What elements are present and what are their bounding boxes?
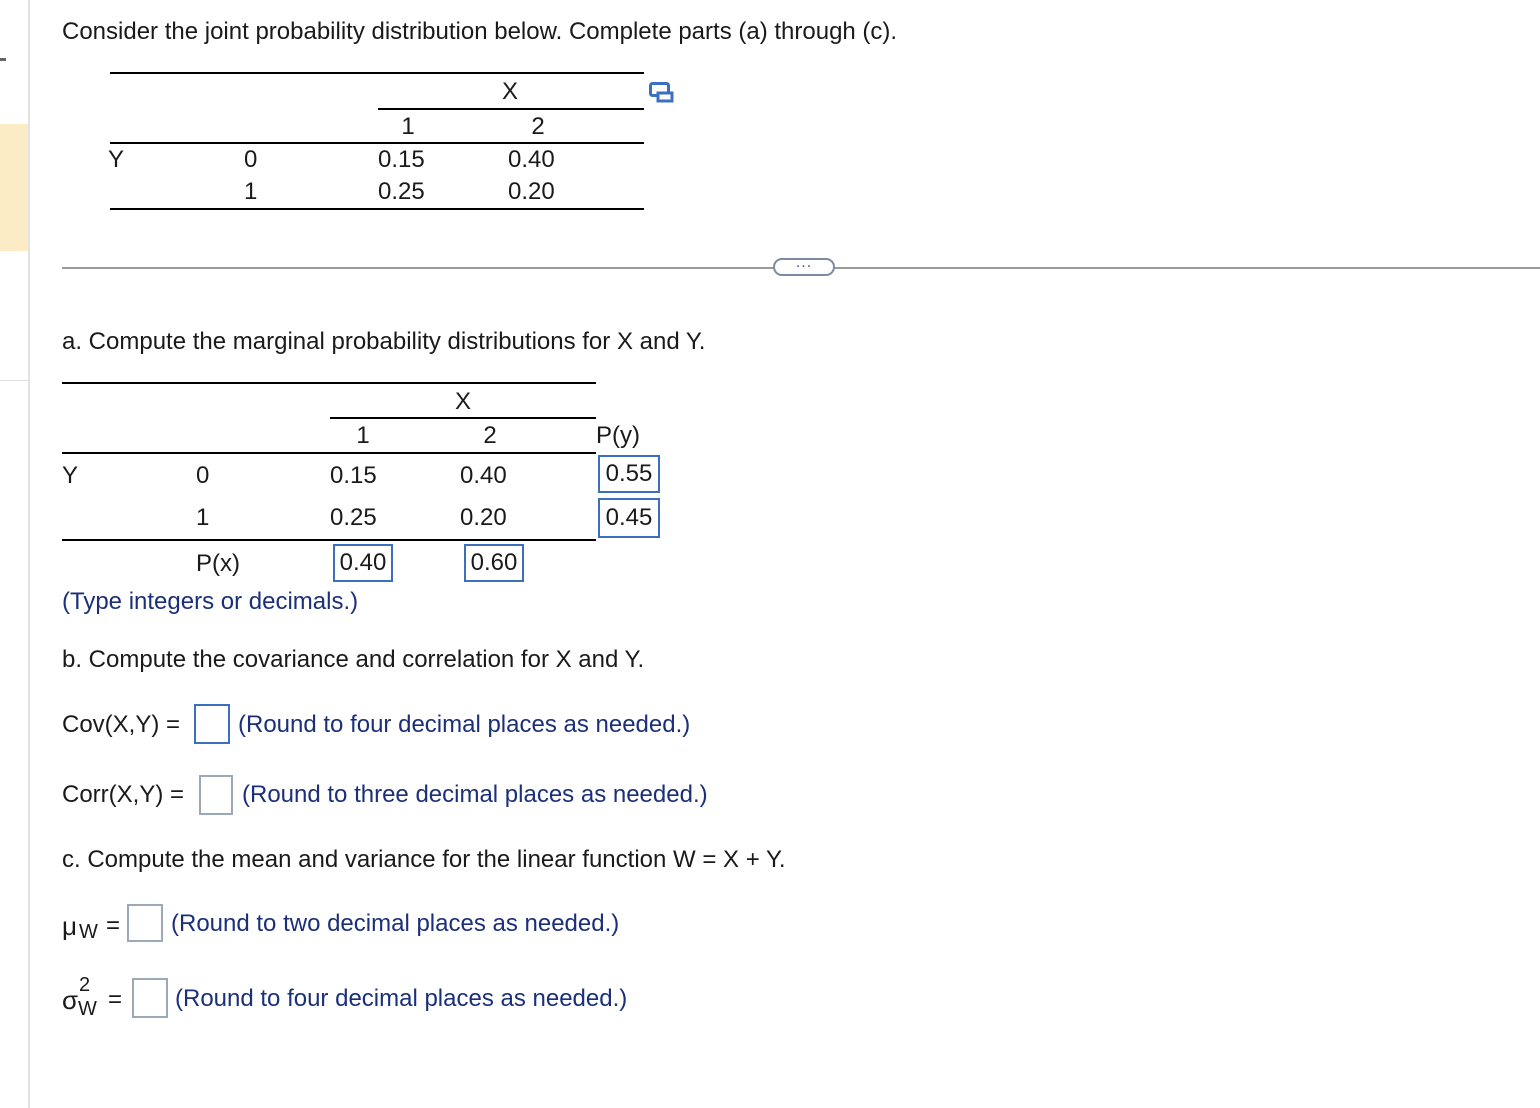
expand-dots: ...	[795, 254, 813, 271]
part-a-cell: 0.20	[460, 504, 507, 531]
part-a-px-label: P(x)	[196, 550, 240, 577]
part-a-y-header: Y	[62, 462, 79, 489]
variance-w-hint: (Round to four decimal places as needed.)	[175, 985, 628, 1012]
variance-w-label	[62, 974, 138, 1020]
given-cell: 0.15	[378, 146, 425, 173]
table-rule-top	[110, 72, 644, 74]
cov-label: Cov(X,Y) =	[62, 711, 181, 738]
table-rule-header	[110, 142, 644, 144]
table-rule-header	[62, 452, 596, 454]
part-b-prompt: b. Compute the covariance and correlation for X and Y.	[62, 646, 645, 673]
variance-w-input[interactable]	[132, 978, 168, 1018]
given-x-header: X	[501, 78, 518, 105]
part-a-y-value: 1	[196, 504, 210, 531]
given-x-value: 2	[531, 113, 545, 140]
left-edge-dash	[0, 58, 6, 61]
mu-equals: =	[106, 912, 121, 939]
sigma-subscript: W	[78, 998, 97, 1020]
part-a-cell: 0.25	[330, 504, 377, 531]
part-a-py-header: P(y)	[596, 422, 640, 449]
part-a-x-value: 1	[356, 422, 370, 449]
part-c-prompt: c. Compute the mean and variance for the linear function W = X + Y.	[62, 846, 786, 873]
part-a-prompt: a. Compute the marginal probability distributions for X and Y.	[62, 328, 706, 355]
mu-subscript: W	[79, 921, 98, 943]
left-highlight-strip	[0, 124, 28, 251]
table-rule-x	[378, 108, 644, 110]
mu-symbol: μ	[62, 911, 77, 941]
left-page-border	[28, 0, 30, 1108]
copy-table-icon[interactable]	[649, 82, 675, 104]
mean-w-label	[62, 906, 132, 946]
sigma-equals: =	[108, 986, 123, 1013]
given-y-value: 0	[244, 146, 258, 173]
mean-w-hint: (Round to two decimal places as needed.)	[171, 910, 620, 937]
part-a-hint: (Type integers or decimals.)	[62, 588, 359, 615]
given-cell: 0.25	[378, 178, 425, 205]
given-y-header: Y	[108, 146, 125, 173]
px-answer-input[interactable]: 0.40	[333, 544, 393, 582]
given-cell: 0.20	[508, 178, 555, 205]
corr-hint: (Round to three decimal places as needed.)	[242, 781, 708, 808]
left-divider	[0, 380, 28, 381]
table-rule-bottom	[62, 539, 596, 541]
part-a-cell: 0.15	[330, 462, 377, 489]
py-answer-input[interactable]: 0.45	[598, 498, 660, 538]
part-a-x-value: 2	[483, 422, 497, 449]
table-rule-top	[62, 382, 596, 384]
cov-input[interactable]	[194, 704, 230, 744]
mean-w-input[interactable]	[127, 904, 163, 942]
question-prompt: Consider the joint probability distribution below. Complete parts (a) through (c).	[62, 18, 898, 45]
sigma-symbol: σ	[62, 985, 79, 1015]
sigma-superscript: 2	[79, 974, 91, 996]
corr-input[interactable]	[199, 775, 233, 815]
table-rule-x	[330, 417, 596, 419]
part-a-cell: 0.40	[460, 462, 507, 489]
given-y-value: 1	[244, 178, 258, 205]
given-cell: 0.40	[508, 146, 555, 173]
part-a-y-value: 0	[196, 462, 210, 489]
cov-hint: (Round to four decimal places as needed.)	[238, 711, 691, 738]
corr-label: Corr(X,Y) =	[62, 781, 185, 808]
px-answer-input[interactable]: 0.60	[464, 544, 524, 582]
given-x-value: 1	[401, 113, 415, 140]
py-answer-input[interactable]: 0.55	[598, 455, 660, 493]
expand-button[interactable]	[773, 254, 835, 276]
table-rule-bottom	[110, 208, 644, 210]
part-a-x-header: X	[454, 388, 471, 415]
